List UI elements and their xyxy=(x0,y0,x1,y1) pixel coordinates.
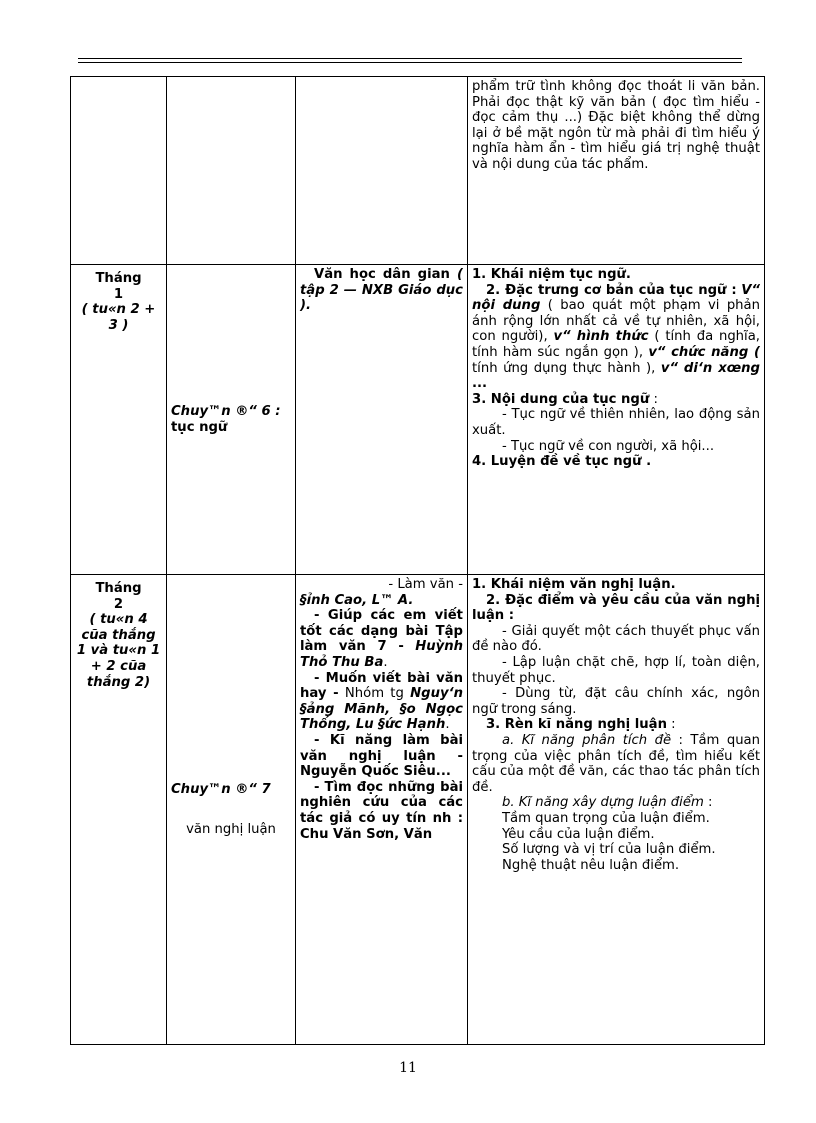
content-cell xyxy=(468,77,765,265)
topic-cell xyxy=(167,575,296,1045)
list-item: Số lượng và vị trí của luận điểm. xyxy=(502,842,716,858)
resource-author: §ỉnh Cao, L™ A. xyxy=(300,592,414,608)
item-text: tính ứng dụng thực hành ), xyxy=(472,360,656,376)
content-cell xyxy=(468,265,765,575)
list-item: Tầm quan trọng của luận điểm. xyxy=(502,810,710,826)
month-number: 1 xyxy=(113,286,124,302)
item-text: ... xyxy=(472,376,488,392)
list-item: Nghệ thuật nêu luận điểm. xyxy=(502,857,680,873)
content-cell xyxy=(468,575,765,1045)
table-row xyxy=(71,575,765,1045)
item-heading: 1. Khái niệm tục ngữ. xyxy=(472,267,631,282)
header-rule-top xyxy=(78,58,742,59)
topic-name: văn nghị luận xyxy=(186,821,276,837)
resource-text: Nhóm tg xyxy=(344,686,404,702)
resource-punct: . xyxy=(383,654,388,670)
item-heading: . Nội dung của tục ngữ xyxy=(481,391,650,407)
month-weeks: ( tu«n 4 cũa thắng 1 và tu«n 1 + 2 cũa thắng 2) xyxy=(76,612,161,690)
item-heading: 3. Rèn kĩ năng nghị luận xyxy=(486,717,667,733)
resource-author: Huỳnh Thỏ Thu Ba xyxy=(300,639,463,670)
resource-title: Văn học dân gian xyxy=(314,267,450,282)
item-heading: 4. Luyện đề về tục ngữ . xyxy=(472,454,652,470)
topic-title: Chuy™n ®“ 6 : xyxy=(171,403,281,419)
item-emphasis: v“ chức năng ( xyxy=(648,344,760,360)
curriculum-table xyxy=(70,76,765,1045)
list-item: - Tục ngữ về con người, xã hội... xyxy=(502,438,715,454)
resource-detail: ( tập 2 — NXB Giáo dục ). xyxy=(300,267,463,314)
item-text: ( tính đa nghĩa, tính hàm súc ngắn gọn ), xyxy=(472,329,760,360)
month-cell xyxy=(71,575,167,1045)
item-number: 3 xyxy=(472,391,482,407)
item-text: : xyxy=(653,391,658,407)
item-text: : xyxy=(671,717,676,733)
item-heading: 2. Đặc điểm và yêu cầu của văn nghị luận : xyxy=(472,592,760,624)
item-emphasis: v“ di‘n xœng xyxy=(660,360,760,376)
month-title: Tháng xyxy=(95,271,142,286)
list-item: - Lập luận chặt chẽ, hợp lí, toàn diện, thuyết phục. xyxy=(472,654,760,686)
table-row xyxy=(71,265,765,575)
month-number: 2 xyxy=(113,596,124,612)
page-number: 11 xyxy=(399,1060,417,1076)
resource-item: - Làm văn - xyxy=(388,577,463,592)
month-weeks: ( tu«n 2 + 3 ) xyxy=(81,302,156,333)
list-item: - Giải quyết một cách thuyết phục vấn đề nào đó. xyxy=(472,623,760,655)
list-item: - Tục ngữ về thiên nhiên, lao động sản xuất. xyxy=(472,407,760,438)
item-text: : Tầm quan trọng của việc phân tích đề, tìm hiểu kết cấu của một đề văn, các thao tác phân tích đề. xyxy=(472,732,760,795)
list-item: - Dùng từ, đặt câu chính xác, ngôn ngữ trong sáng. xyxy=(472,686,760,717)
resource-item: - Giúp các em viết tốt các dạng bài Tập làm văn 7 - xyxy=(300,608,463,655)
month-cell xyxy=(71,265,167,575)
topic-cell xyxy=(167,265,296,575)
sub-heading: b. Kĩ năng xây dựng luận điểm xyxy=(502,795,704,811)
resource-item: - Kĩ năng làm bài văn nghị luận - Nguyễn Quốc Siêu... xyxy=(300,732,463,780)
resource-cell xyxy=(296,265,468,575)
item-emphasis: V“ nội dung xyxy=(472,282,760,314)
item-text: ( bao quát một phạm vi phản ánh rộng lớn nhất cả về tự nhiên, xã hội, con người), xyxy=(472,298,760,345)
item-heading: 1. Khái niệm văn nghị luận. xyxy=(472,577,676,592)
item-emphasis: v“ hình thức xyxy=(553,329,649,345)
resource-author: Nguy‘n §ảng Mãnh, §o Ngọc Thống, Lu §ức Hạnh xyxy=(300,686,464,733)
resource-item: - Muốn viết bài văn hay - xyxy=(300,670,463,702)
topic-cell-empty xyxy=(167,77,296,265)
header-rule-bottom xyxy=(78,62,742,63)
content-continuation: phẩm trữ tình không đọc thoát li văn bản. Phải đọc thật kỹ văn bản ( đọc tìm hiểu - đọc cảm thụ ...) Đặc biệt không thể dừng lại ở bề mặt ngôn từ mà phải đi tìm hiểu ý nghĩa hàm ẩn - tìm hiểu giá trị nghệ thuật và nội dung của tác phẩm. xyxy=(472,79,760,172)
resource-cell-empty xyxy=(296,77,468,265)
topic-name: tục ngữ xyxy=(171,419,228,435)
table-row xyxy=(71,77,765,265)
list-item: Yêu cầu của luận điểm. xyxy=(502,826,655,842)
resource-cell xyxy=(296,575,468,1045)
resource-punct: . xyxy=(445,717,450,733)
item-heading: 2. Đặc trưng cơ bản của tục ngữ : xyxy=(486,282,737,298)
month-title: Tháng xyxy=(95,581,142,596)
sub-heading: a. Kĩ năng phân tích đề xyxy=(502,732,672,748)
resource-item: - Tìm đọc những bài nghiên cứu của các tác giả có uy tín nh : Chu Văn Sơn, Văn xyxy=(300,779,463,842)
month-cell-empty xyxy=(71,77,167,265)
topic-title: Chuy™n ®“ 7 xyxy=(171,781,271,797)
item-text: : xyxy=(708,795,713,811)
